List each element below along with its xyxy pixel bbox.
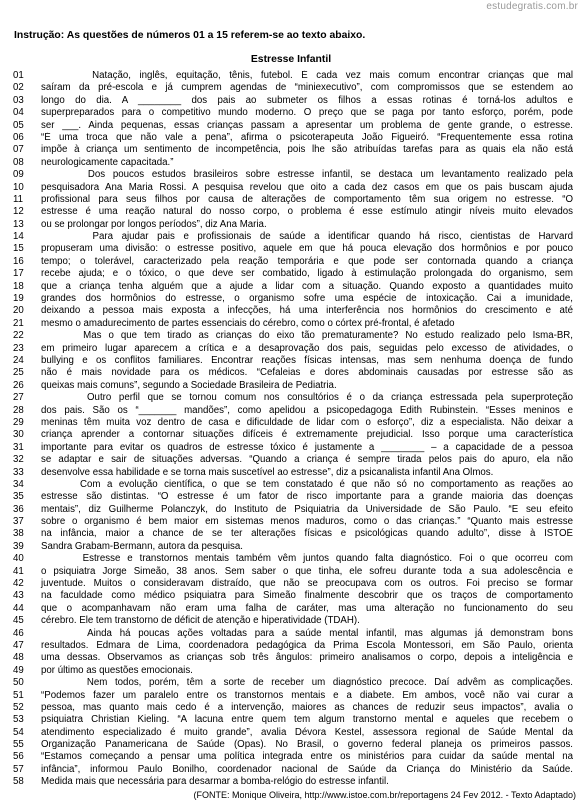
line-text: Ainda há poucas ações voltadas para a saúde mental infantil, mas algumas já demonstram bons xyxy=(41,627,573,639)
line-number: 30 xyxy=(13,429,24,441)
line-text: psiquiatra Christian Kieling. “A lacuna entre quem tem algum transtorno mental e aqueles que recebem o xyxy=(41,714,573,726)
line-text: não é mais novidade para os médicos. “Cefaleias e dores abdominais causadas por estresse são as xyxy=(41,367,573,379)
line-number: 37 xyxy=(13,516,24,528)
text-line xyxy=(13,590,573,602)
text-line xyxy=(13,516,573,528)
line-number: 15 xyxy=(13,243,24,255)
line-text: “Podemos fazer um paralelo entre os transtornos mentais e a diabete. Em ambos, você não vai curar a xyxy=(41,689,573,701)
line-text: propuseram uma divisão: o estresse positivo, aquele em que há pouca elevação dos hormônios e por pouco xyxy=(41,243,573,255)
line-text: saíram da pré-escola e já cumprem agendas de “miniexecutivo”, com compromissos que se estendem ao xyxy=(41,82,573,94)
text-line xyxy=(13,727,573,739)
line-text: por último as questões emocionais. xyxy=(41,664,193,676)
line-number: 01 xyxy=(13,70,24,81)
line-number: 05 xyxy=(13,119,24,131)
line-number: 28 xyxy=(13,404,24,416)
line-text: superpreparados para o competitivo mundo moderno. O preço que se paga por tanto esforço, porém, pode xyxy=(41,107,573,119)
text-line xyxy=(13,714,573,726)
line-text: ou se prolongar por longos períodos”, diz Ana Maria. xyxy=(41,218,267,230)
text-line xyxy=(13,739,573,751)
line-number: 10 xyxy=(13,181,24,193)
line-number: 27 xyxy=(13,392,24,404)
line-text: em primeiro lugar aparecem a crítica e a desaprovação dos pais, seguidas pelo excesso de atividades, o xyxy=(41,342,573,354)
line-text: ser ___. Ainda pequenas, essas crianças passam a apresentar um problema de gente grande, o estresse. xyxy=(41,119,573,131)
text-line xyxy=(13,206,573,218)
line-text: infância”, informou Paulo Bonilho, coordenador nacional de Saúde da Criança do Ministério da Saúde. xyxy=(41,763,573,775)
line-number: 31 xyxy=(13,441,24,453)
line-number: 56 xyxy=(13,751,24,763)
line-text: Para ajudar pais e profissionais de saúde a identificar quando há risco, cientistas de Harvard xyxy=(41,231,573,243)
text-line xyxy=(13,70,573,82)
line-number: 25 xyxy=(13,367,24,379)
line-number: 23 xyxy=(13,342,24,354)
line-text: importante para evitar os quadros de estresse tóxico é justamente a ________ – a capacidade de a pessoa xyxy=(41,441,573,453)
site-watermark: estudegratis.com.br xyxy=(486,1,578,12)
line-number: 58 xyxy=(13,776,24,788)
line-number: 33 xyxy=(13,466,24,478)
line-text: Sandra Grabam-Bermann, autora da pesquisa. xyxy=(41,540,243,552)
line-text: Nem todos, porém, têm a sorte de receber um diagnóstico precoce. Daí advêm as complicações. xyxy=(41,677,573,689)
text-line xyxy=(13,231,573,243)
line-number: 35 xyxy=(13,491,24,503)
line-text: meninas têm muita voz dentro de casa e dificuldade de lidar com o esforço”, diz a especialista. Não deixar a xyxy=(41,416,573,428)
text-line xyxy=(13,405,573,417)
text-line xyxy=(13,355,573,367)
text-line xyxy=(13,429,573,441)
line-number: 57 xyxy=(13,763,24,775)
text-line xyxy=(13,157,573,169)
text-line xyxy=(13,454,573,466)
text-line xyxy=(13,305,573,317)
text-line xyxy=(13,182,573,194)
line-number: 42 xyxy=(13,578,24,590)
line-text: queixas mais comuns”, segundo a Sociedade Brasileira de Pediatria. xyxy=(41,379,337,391)
text-line xyxy=(13,652,573,664)
line-number: 07 xyxy=(13,144,24,156)
text-line xyxy=(13,702,573,714)
text-line xyxy=(13,380,573,392)
text-line xyxy=(13,293,573,305)
line-number: 48 xyxy=(13,652,24,664)
line-text: neurologicamente capacitada.” xyxy=(41,156,174,168)
line-number: 16 xyxy=(13,255,24,267)
instruction-heading: Instrução: As questões de números 01 a 15 referem-se ao texto abaixo. xyxy=(14,30,366,41)
line-number: 50 xyxy=(13,677,24,689)
line-text: bullying e os conflitos familiares. Encontrar reações físicas intensas, mas sem nenhuma doença de fundo xyxy=(41,354,573,366)
text-line xyxy=(13,107,573,119)
line-number: 18 xyxy=(13,280,24,292)
line-text: Medida mais que necessária para desarmar a bomba-relógio do estresse infantil. xyxy=(41,776,389,788)
line-number: 43 xyxy=(13,590,24,602)
line-number: 52 xyxy=(13,701,24,713)
line-number: 03 xyxy=(13,94,24,106)
line-text: estresse são distintas. “O estresse é um fator de risco importante para a grande maioria das doenças xyxy=(41,491,573,503)
text-line xyxy=(13,603,573,615)
line-number: 22 xyxy=(13,330,24,342)
text-line xyxy=(13,690,573,702)
line-text: uma dessas. Observamos as crianças sob três ângulos: primeiro analisamos o corpo, depois a inteligência e xyxy=(41,652,573,664)
line-text: na faculdade como médico psiquiatra para Simeão finalmente descobrir que os traços de comportamento xyxy=(41,590,573,602)
text-line xyxy=(13,120,573,132)
text-line xyxy=(13,367,573,379)
text-line xyxy=(13,615,573,627)
text-title: Estresse Infantil xyxy=(250,54,332,65)
line-number: 06 xyxy=(13,131,24,143)
text-line xyxy=(13,194,573,206)
line-text: Com a evolução científica, o que se tem constatado é que não só no comportamento as reações ao xyxy=(41,478,573,490)
line-number: 12 xyxy=(13,206,24,218)
line-text: deixando a pessoa mais exposta a infecções, há uma interferência nos hormônios do crescimento e até xyxy=(41,305,573,317)
line-number: 36 xyxy=(13,503,24,515)
line-text: Outro perfil que se tornou comum nos consultórios é o da criança estressada pela superproteção xyxy=(41,392,573,404)
text-line xyxy=(13,677,573,689)
line-number: 41 xyxy=(13,565,24,577)
numbered-text-body xyxy=(13,70,573,789)
text-line xyxy=(13,479,573,491)
text-line xyxy=(13,628,573,640)
line-number: 04 xyxy=(13,107,24,119)
line-number: 26 xyxy=(13,379,24,391)
line-number: 13 xyxy=(13,218,24,230)
text-line xyxy=(13,330,573,342)
line-text: Dos poucos estudos brasileiros sobre estresse infantil, se destaca um levantamento realizado pela xyxy=(41,169,573,181)
line-number: 40 xyxy=(13,553,24,565)
line-text: juventude. Muitos o consideravam distraído, que não se preocupava com os outros. Foi preciso se formar xyxy=(41,578,573,590)
line-text: pessoa, mas quanto mais cedo é a intervenção, maiores as chances de reduzir seus impactos”, avalia o xyxy=(41,701,573,713)
line-number: 09 xyxy=(13,169,24,181)
text-line xyxy=(13,268,573,280)
text-line xyxy=(13,219,573,231)
text-line xyxy=(13,417,573,429)
line-text: mesmo o amadurecimento de partes essenciais do cérebro, como o córtex pré-frontal, é afetado xyxy=(41,317,455,329)
line-text: Organização Panamericana de Saúde (Opas). No Brasil, o governo federal planeja os primeiros passos. xyxy=(41,739,573,751)
text-line xyxy=(13,541,573,553)
line-number: 29 xyxy=(13,416,24,428)
line-text: longo do dia. A ________ dos pais ao submeter os filhos a essas rotinas é torná-los adultos e xyxy=(41,94,573,106)
line-number: 44 xyxy=(13,602,24,614)
line-text: dos pais. São os “_______ mandões”, como apelidou a psicopedagoga Edith Rubinstein. “Esses meninos e xyxy=(41,404,573,416)
text-line xyxy=(13,82,573,94)
text-line xyxy=(13,343,573,355)
line-text: na infância, maior a chance de se ter alterações físicas e psicológicas quando adulto”, disse à ISTOÉ xyxy=(41,528,573,540)
line-number: 45 xyxy=(13,615,24,627)
line-number: 47 xyxy=(13,639,24,651)
line-text: impõe à criança um sentimento de incompetência, pois lhe são atribuídas tarefas para as quais ela não está xyxy=(41,144,573,156)
text-line xyxy=(13,578,573,590)
text-line xyxy=(13,442,573,454)
line-number: 54 xyxy=(13,726,24,738)
line-number: 19 xyxy=(13,293,24,305)
line-number: 34 xyxy=(13,478,24,490)
line-text: sobre o organismo é bem maior em sistemas menos maduros, como o das crianças.” “Quanto mais estresse xyxy=(41,516,573,528)
line-text: pesquisadora Ana Maria Rossi. A pesquisa revelou que oito a cada dez casos em que os pais buscam ajuda xyxy=(41,181,573,193)
text-line xyxy=(13,392,573,404)
line-text: cérebro. Ele tem transtorno de déficit de atenção e hiperatividade (TDAH). xyxy=(41,615,360,627)
line-text: resultados. Edmara de Lima, coordenadora pedagógica da Prima Escola Montessori, em São Paulo, orienta xyxy=(41,639,573,651)
text-line xyxy=(13,751,573,763)
line-number: 46 xyxy=(13,627,24,639)
text-line xyxy=(13,665,573,677)
line-number: 49 xyxy=(13,664,24,676)
text-line xyxy=(13,144,573,156)
line-number: 11 xyxy=(13,193,24,205)
line-text: tempo; o tolerável, caracterizado pela reação temporária e que pode ser contornada quando a criança xyxy=(41,255,573,267)
line-text: profissional para seus filhos por causa de alterações de comportamento têm sua origem no estresse. “O xyxy=(41,193,573,205)
text-line xyxy=(13,132,573,144)
line-number: 53 xyxy=(13,714,24,726)
line-text: “É uma troca que não vale a pena”, afirma o psicoterapeuta João Figueiró. “Frequentemente essa rotina xyxy=(41,131,573,143)
line-number: 55 xyxy=(13,739,24,751)
line-number: 14 xyxy=(13,231,24,243)
line-text: criança aprender a contornar situações difíceis é extremamente prejudicial. Isso porque uma característica xyxy=(41,429,573,441)
line-number: 08 xyxy=(13,156,24,168)
text-line xyxy=(13,528,573,540)
line-text: Mas o que tem tirado as crianças do eixo tão prematuramente? No estudo realizado pelo Isma-BR, xyxy=(41,330,573,342)
line-text: “Estamos começando a pensar uma política integrada entre os ministérios para cuidar da saúde mental na xyxy=(41,751,573,763)
text-line xyxy=(13,553,573,565)
source-citation: (FONTE: Monique Oliveira, http://www.istoe.com.br/reportagens 24 Fev 2012. - Texto Adaptado) xyxy=(193,790,576,800)
text-line xyxy=(13,566,573,578)
line-text: mentais”, diz Guilherme Polanczyk, do Instituto de Psiquiatria da Universidade de São Paulo. “E seu efeito xyxy=(41,503,573,515)
line-text: desenvolve essa habilidade e se torna mais suscetível ao estresse”, diz a psicanalista infantil Ana Olmos. xyxy=(41,466,494,478)
line-text: grandes dos hormônios do estresse, o organismo sofre uma espécie de intoxicação. Cai a imunidade, xyxy=(41,293,573,305)
text-line xyxy=(13,504,573,516)
text-line xyxy=(13,281,573,293)
line-text: recebe ajuda; e o tóxico, o que deve ser combatido, ligado à estimulação prolongada do organismo, sem xyxy=(41,268,573,280)
text-line xyxy=(13,764,573,776)
text-line xyxy=(13,243,573,255)
line-number: 02 xyxy=(13,82,24,94)
line-number: 51 xyxy=(13,689,24,701)
text-line xyxy=(13,467,573,479)
line-text: atendimento especializado é muito grande”, avalia Dévora Kestel, assessora regional de Saúde Mental da xyxy=(41,726,573,738)
line-number: 20 xyxy=(13,305,24,317)
line-text: estresse é uma reação natural do nosso corpo, o problema é esse estímulo atingir níveis muito elevados xyxy=(41,206,573,218)
line-number: 39 xyxy=(13,540,24,552)
line-text: Natação, inglês, equitação, tênis, futebol. É cada vez mais comum encontrar crianças que mal xyxy=(41,70,573,81)
text-line xyxy=(13,491,573,503)
line-number: 17 xyxy=(13,268,24,280)
text-line xyxy=(13,256,573,268)
line-number: 32 xyxy=(13,454,24,466)
line-text: que a criança tenha alguém que a ajude a lidar com a situação. Quando exposto a quantidades muito xyxy=(41,280,573,292)
line-text: Estresse e transtornos mentais também vêm juntos quando falta diagnóstico. Foi o que ocorreu com xyxy=(41,553,573,565)
line-text: se adaptar e sair de situações adversas. “Quando a criança é sempre tirada pelos pais do apuro, ela não xyxy=(41,454,573,466)
line-number: 24 xyxy=(13,354,24,366)
text-line xyxy=(13,95,573,107)
text-line xyxy=(13,776,573,788)
line-number: 21 xyxy=(13,317,24,329)
line-number: 38 xyxy=(13,528,24,540)
text-line xyxy=(13,318,573,330)
text-line xyxy=(13,640,573,652)
line-text: que o acompanhavam não eram uma falha de caráter, mas uma alteração no funcionamento do seu xyxy=(41,602,573,614)
line-text: o psiquiatra Jorge Simeão, 38 anos. Sem saber o que tinha, ele sofreu durante toda a sua adolescência e xyxy=(41,565,573,577)
text-line xyxy=(13,169,573,181)
